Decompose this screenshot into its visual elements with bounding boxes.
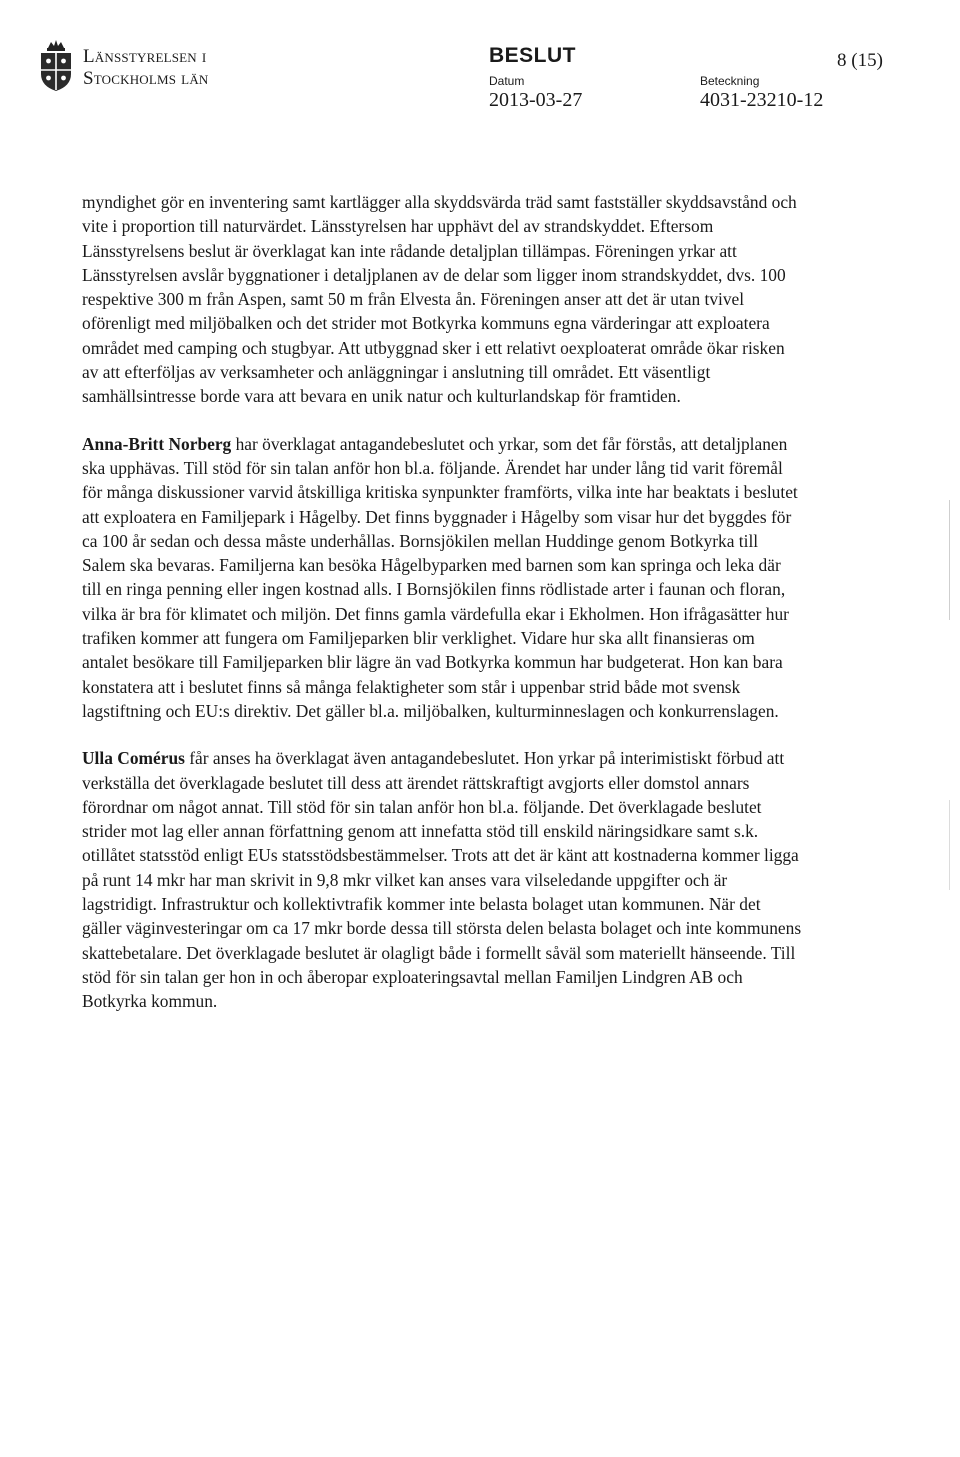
- document-header: [0, 0, 960, 130]
- paragraph-2-text: har överklagat antagandebeslutet och yrkar, som det får förstås, att detaljplanen ska upphävas. Till stöd för sin talan anför hon bl.a. följande. Ärendet har under lång tid varit föremål för många diskussioner varvid åtskilliga kritiska synpunkter framförts, vilka inte har beaktats i beslutet att exploatera en Familjepark i Hågelby. Det finns byggnader i Hågelby som visar hur det byggdes för ca 100 år sedan och dessa måste underhållas. Bornsjökilen mellan Huddinge genom Botkyrka till Salem ska bevaras. Familjerna kan besöka Hågelbyparken med barnen som kan springa och leka där till en ringa penning eller ingen kostnad alls. I Bornsjökilen finns rödlistade arter i faunan och floran, vilka är bra för klimatet och miljön. Det finns gamla värdefulla ekar i Ekholmen. Hon ifrågasätter hur trafiken kommer att fungera om Familjeparken blir verklighet. Vidare hur ska allt finansieras om antalet besökare till Familjeparken blir lägre än vad Botkyrka kommun har budgeterat. Hon kan bara konstatera att i beslutet finns så många felaktigheter som står i uppenbar strid både mot svensk lagstiftning och EU:s direktiv. Det gäller bl.a. miljöbalken, kulturminneslagen och konkurrenslagen.: [82, 433, 798, 721]
- document-body: [82, 190, 802, 1037]
- scan-artifact: [949, 500, 950, 620]
- paragraph-3: [82, 746, 802, 1013]
- page-number: 8 (15): [837, 50, 883, 71]
- paragraph-1: myndighet gör en inventering samt kartlägger alla skyddsvärda träd samt fastställer skyddsavstånd och vite i proportion till naturvärdet. Länsstyrelsen har upphävt del av strandskyddet. Eftersom Länsstyrelsens beslut är överklagat kan inte rådande detaljplan tillämpas. Föreningen yrkar att Länsstyrelsen avslår byggnationer i detaljplanen av de delar som ligger inom strandskyddet, dvs. 100 respektive 300 m från Aspen, samt 50 m från Elvesta ån. Föreningen anser att det är utan tvivel oförenligt med miljöbalken och det strider mot Botkyrka kommuns egna värderingar att exploatera området med camping och stugbyar. Att utbyggnad sker i ett relativt oexploaterat område ökar risken av att efterföljas av verksamheter och anläggningar i anslutning till området. Ett väsentligt samhällsintresse borde vara att bevara en unik natur och kulturlandskap för framtiden.: [82, 192, 797, 407]
- date-label: Datum: [489, 74, 525, 88]
- organization-name: [83, 46, 209, 90]
- reference-value: 4031-23210-12: [700, 89, 824, 111]
- org-name-line2: Stockholms län: [83, 68, 209, 89]
- reference-label: Beteckning: [700, 74, 760, 88]
- org-name-line1: Länsstyrelsen i: [83, 46, 207, 67]
- date-value: 2013-03-27: [489, 89, 583, 111]
- document-type: BESLUT: [489, 44, 576, 67]
- scan-artifact: [949, 800, 950, 890]
- paragraph-3-text: får anses ha överklagat även antagandebeslutet. Hon yrkar på interimistiskt förbud att verkställa det överklagade beslutet till dess att ärendet rättskraftigt avgjorts eller domstol annars förordnar om något annat. Till stöd för sin talan anför hon bl.a. följande. Det överklagade beslutet strider mot lag eller annan författning genom att innefatta stöd till enskild näringsidkare samt s.k. otillåtet statsstöd enligt EUs statsstödsbestämmelser. Trots att det är känt att kostnaderna kommer ligga på runt 14 mkr har man skrivit in 9,8 mkr vilket kan anses vara vilseledande uppgifter och är lagstridigt. Infrastruktur och kollektivtrafik kommer inte belasta bolaget utan kommunen. När det gäller väginvesteringar om ca 17 mkr borde dessa till största delen belasta bolaget och inte kommunens skattebetalare. Det överklagade beslutet är olagligt både i formellt såväl som materiellt hänseende. Till stöd för sin talan ger hon in och åberopar exploateringsavtal mellan Familjen Lindgren AB och Botkyrka kommun.: [82, 748, 802, 1012]
- coat-of-arms-icon: [37, 38, 75, 92]
- appellant-name-comerus: Ulla Comérus: [82, 748, 185, 769]
- appellant-name-norberg: Anna-Britt Norberg: [82, 433, 232, 454]
- paragraph-2: [82, 432, 802, 724]
